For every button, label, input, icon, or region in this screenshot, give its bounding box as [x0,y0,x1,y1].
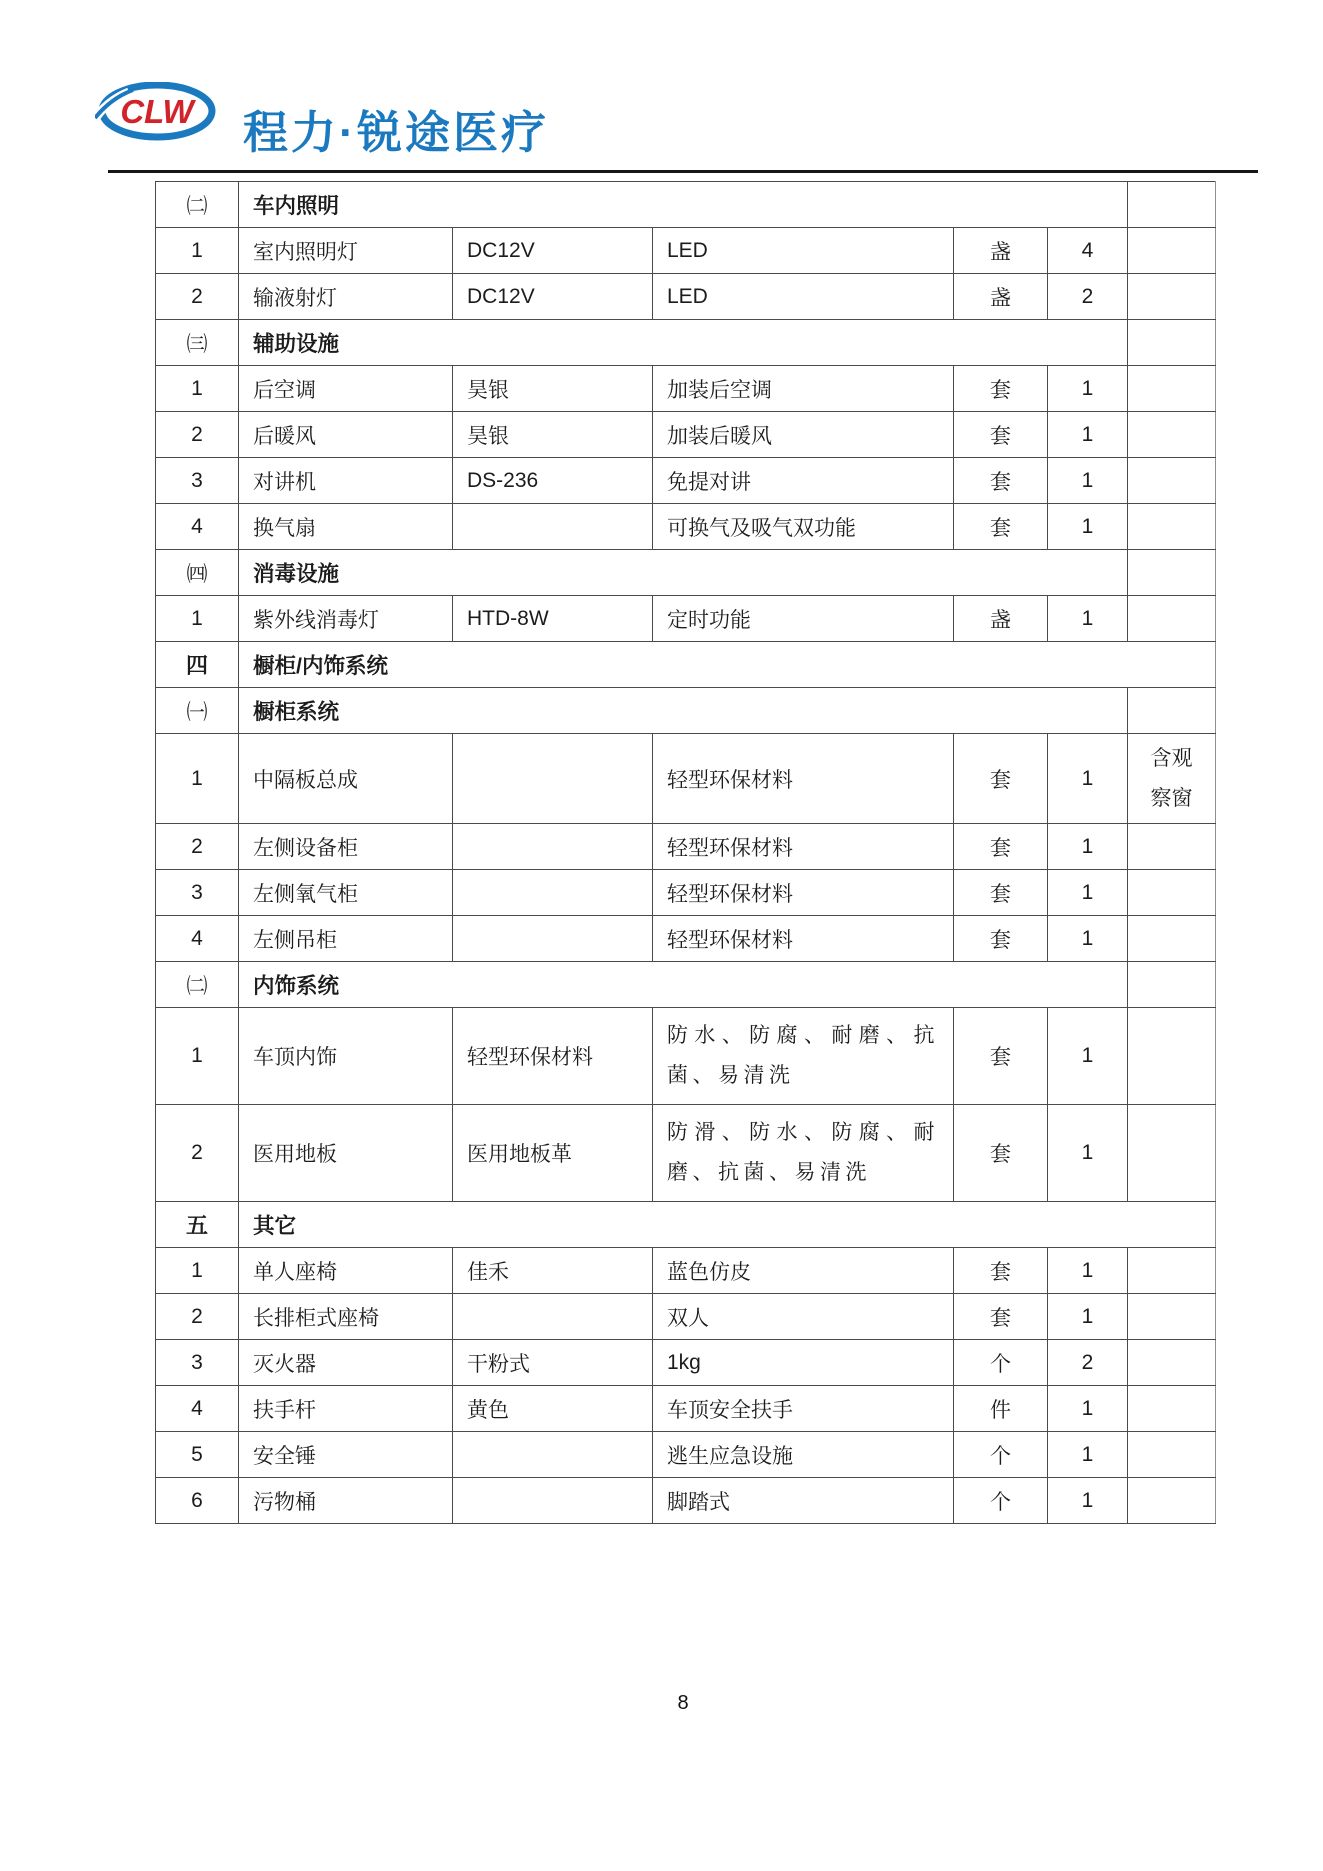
row-number-cell: 4 [156,916,239,962]
row-number-cell: 1 [156,1248,239,1294]
item-model-cell: 医用地板革 [453,1105,653,1202]
item-qty-cell: 1 [1048,1248,1128,1294]
remark-cell [1128,504,1216,550]
item-name-cell: 后暖风 [239,412,453,458]
row-number-cell: 2 [156,412,239,458]
brand-logo [95,72,227,152]
header-divider [108,170,1258,173]
section-title-cell: 车内照明 [239,182,1128,228]
item-model-cell: 昊银 [453,412,653,458]
section-header-row [156,320,1216,366]
table-row [156,870,1216,916]
item-name-cell: 后空调 [239,366,453,412]
item-name-cell: 左侧吊柜 [239,916,453,962]
item-qty-cell: 1 [1048,870,1128,916]
logo-text: CLW [120,93,194,130]
section-index-cell: ㈢ [156,320,239,366]
remark-cell [1128,550,1216,596]
item-name-cell: 中隔板总成 [239,734,453,824]
section-index-cell: 五 [156,1202,239,1248]
item-unit-cell: 套 [954,412,1048,458]
item-model-cell [453,1432,653,1478]
item-desc-cell: 车顶安全扶手 [653,1386,954,1432]
item-model-cell [453,870,653,916]
item-desc-cell: 可换气及吸气双功能 [653,504,954,550]
item-model-cell [453,1478,653,1524]
item-unit-cell: 套 [954,1008,1048,1105]
section-title-cell: 橱柜系统 [239,688,1128,734]
row-number-cell: 1 [156,734,239,824]
item-name-cell: 输液射灯 [239,274,453,320]
item-qty-cell: 1 [1048,1008,1128,1105]
section-header-row [156,550,1216,596]
table-row [156,504,1216,550]
row-number-cell: 3 [156,1340,239,1386]
row-number-cell: 1 [156,1008,239,1105]
section-index-cell: ㈡ [156,182,239,228]
remark-cell [1128,182,1216,228]
item-desc-cell: 加装后暖风 [653,412,954,458]
item-name-cell: 左侧氧气柜 [239,870,453,916]
item-unit-cell: 套 [954,504,1048,550]
item-qty-cell: 1 [1048,412,1128,458]
item-model-cell [453,504,653,550]
item-desc-cell: 脚踏式 [653,1478,954,1524]
item-unit-cell: 套 [954,366,1048,412]
section-header-row [156,688,1216,734]
remark-cell [1128,274,1216,320]
item-qty-cell: 1 [1048,1294,1128,1340]
section-header-row [156,642,1216,688]
table-row [156,916,1216,962]
item-unit-cell: 盏 [954,596,1048,642]
item-desc-cell: LED [653,228,954,274]
remark-cell [1128,1294,1216,1340]
item-unit-cell: 套 [954,824,1048,870]
row-number-cell: 2 [156,824,239,870]
item-qty-cell: 1 [1048,1478,1128,1524]
table-row [156,596,1216,642]
item-name-cell: 室内照明灯 [239,228,453,274]
item-unit-cell: 盏 [954,228,1048,274]
item-desc-cell: 定时功能 [653,596,954,642]
item-qty-cell: 2 [1048,1340,1128,1386]
item-qty-cell: 1 [1048,916,1128,962]
item-name-cell: 左侧设备柜 [239,824,453,870]
spec-table [155,181,1216,1524]
item-name-cell: 长排柜式座椅 [239,1294,453,1340]
table-row [156,458,1216,504]
item-unit-cell: 个 [954,1432,1048,1478]
remark-cell [1128,596,1216,642]
section-header-row [156,182,1216,228]
item-name-cell: 换气扇 [239,504,453,550]
item-model-cell: 轻型环保材料 [453,1008,653,1105]
table-row [156,1248,1216,1294]
item-qty-cell: 1 [1048,596,1128,642]
item-unit-cell: 套 [954,734,1048,824]
section-index-cell: ㈡ [156,962,239,1008]
item-desc-cell: 加装后空调 [653,366,954,412]
brand-name: 程力·锐途医疗 [243,107,549,158]
row-number-cell: 1 [156,228,239,274]
item-qty-cell: 1 [1048,458,1128,504]
table-row [156,1008,1216,1105]
remark-cell [1128,228,1216,274]
item-unit-cell: 套 [954,1248,1048,1294]
remark-cell [1128,688,1216,734]
remark-cell [1128,458,1216,504]
item-unit-cell: 盏 [954,274,1048,320]
row-number-cell: 3 [156,458,239,504]
item-name-cell: 车顶内饰 [239,1008,453,1105]
table-row [156,366,1216,412]
item-model-cell: 干粉式 [453,1340,653,1386]
item-unit-cell: 套 [954,1294,1048,1340]
remark-cell [1128,1105,1216,1202]
item-name-cell: 单人座椅 [239,1248,453,1294]
remark-cell [1128,1386,1216,1432]
item-qty-cell: 1 [1048,824,1128,870]
table-row [156,228,1216,274]
remark-cell [1128,870,1216,916]
item-desc-cell: 1kg [653,1340,954,1386]
remark-cell [1128,962,1216,1008]
item-unit-cell: 套 [954,1105,1048,1202]
remark-cell [1128,412,1216,458]
section-title-cell: 橱柜/内饰系统 [239,642,1216,688]
section-header-row [156,1202,1216,1248]
item-model-cell: HTD-8W [453,596,653,642]
item-desc-cell: 轻型环保材料 [653,916,954,962]
remark-cell [1128,1008,1216,1105]
item-name-cell: 医用地板 [239,1105,453,1202]
item-unit-cell: 个 [954,1340,1048,1386]
item-desc-cell: 轻型环保材料 [653,734,954,824]
section-title-cell: 辅助设施 [239,320,1128,366]
item-desc-cell: 逃生应急设施 [653,1432,954,1478]
table-row [156,1432,1216,1478]
item-model-cell [453,916,653,962]
item-model-cell: DC12V [453,228,653,274]
section-title-cell: 消毒设施 [239,550,1128,596]
item-name-cell: 对讲机 [239,458,453,504]
item-qty-cell: 1 [1048,1386,1128,1432]
row-number-cell: 4 [156,1386,239,1432]
row-number-cell: 1 [156,596,239,642]
item-desc-cell: 蓝色仿皮 [653,1248,954,1294]
item-model-cell [453,824,653,870]
table-row [156,824,1216,870]
section-header-row [156,962,1216,1008]
item-unit-cell: 套 [954,870,1048,916]
item-qty-cell: 2 [1048,274,1128,320]
item-model-cell: DS-236 [453,458,653,504]
item-desc-cell: 双人 [653,1294,954,1340]
row-number-cell: 1 [156,366,239,412]
item-name-cell: 安全锤 [239,1432,453,1478]
item-model-cell: 昊银 [453,366,653,412]
section-index-cell: ㈣ [156,550,239,596]
row-number-cell: 2 [156,1294,239,1340]
item-name-cell: 灭火器 [239,1340,453,1386]
item-name-cell: 扶手杆 [239,1386,453,1432]
item-qty-cell: 1 [1048,734,1128,824]
row-number-cell: 4 [156,504,239,550]
section-title-cell: 内饰系统 [239,962,1128,1008]
section-title-cell: 其它 [239,1202,1216,1248]
section-index-cell: 四 [156,642,239,688]
item-unit-cell: 个 [954,1478,1048,1524]
remark-cell [1128,366,1216,412]
clw-logo-icon [95,82,227,142]
table-row [156,1340,1216,1386]
item-desc-cell: 免提对讲 [653,458,954,504]
item-qty-cell: 4 [1048,228,1128,274]
table-row [156,1294,1216,1340]
remark-cell [1128,1340,1216,1386]
remark-cell [1128,824,1216,870]
item-qty-cell: 1 [1048,1105,1128,1202]
item-name-cell: 紫外线消毒灯 [239,596,453,642]
item-model-cell: DC12V [453,274,653,320]
row-number-cell: 2 [156,1105,239,1202]
item-desc-cell: 防水、防腐、耐磨、抗菌、易清洗 [653,1008,954,1105]
item-qty-cell: 1 [1048,1432,1128,1478]
table-row [156,734,1216,824]
remark-cell [1128,320,1216,366]
table-row [156,274,1216,320]
spec-table-body [156,182,1216,1524]
item-desc-cell: LED [653,274,954,320]
item-unit-cell: 套 [954,916,1048,962]
remark-cell [1128,1478,1216,1524]
item-desc-cell: 防滑、防水、防腐、耐磨、抗菌、易清洗 [653,1105,954,1202]
row-number-cell: 5 [156,1432,239,1478]
page-number: 8 [677,1692,689,1714]
section-index-cell: ㈠ [156,688,239,734]
row-number-cell: 2 [156,274,239,320]
table-row [156,1105,1216,1202]
item-unit-cell: 件 [954,1386,1048,1432]
item-qty-cell: 1 [1048,504,1128,550]
table-row [156,412,1216,458]
remark-cell: 含观察窗 [1128,734,1216,824]
item-model-cell [453,1294,653,1340]
item-unit-cell: 套 [954,458,1048,504]
item-model-cell [453,734,653,824]
item-name-cell: 污物桶 [239,1478,453,1524]
remark-cell [1128,916,1216,962]
item-model-cell: 佳禾 [453,1248,653,1294]
item-qty-cell: 1 [1048,366,1128,412]
table-row [156,1386,1216,1432]
item-desc-cell: 轻型环保材料 [653,824,954,870]
remark-cell [1128,1432,1216,1478]
item-model-cell: 黄色 [453,1386,653,1432]
item-desc-cell: 轻型环保材料 [653,870,954,916]
row-number-cell: 6 [156,1478,239,1524]
row-number-cell: 3 [156,870,239,916]
table-row [156,1478,1216,1524]
remark-cell [1128,1248,1216,1294]
